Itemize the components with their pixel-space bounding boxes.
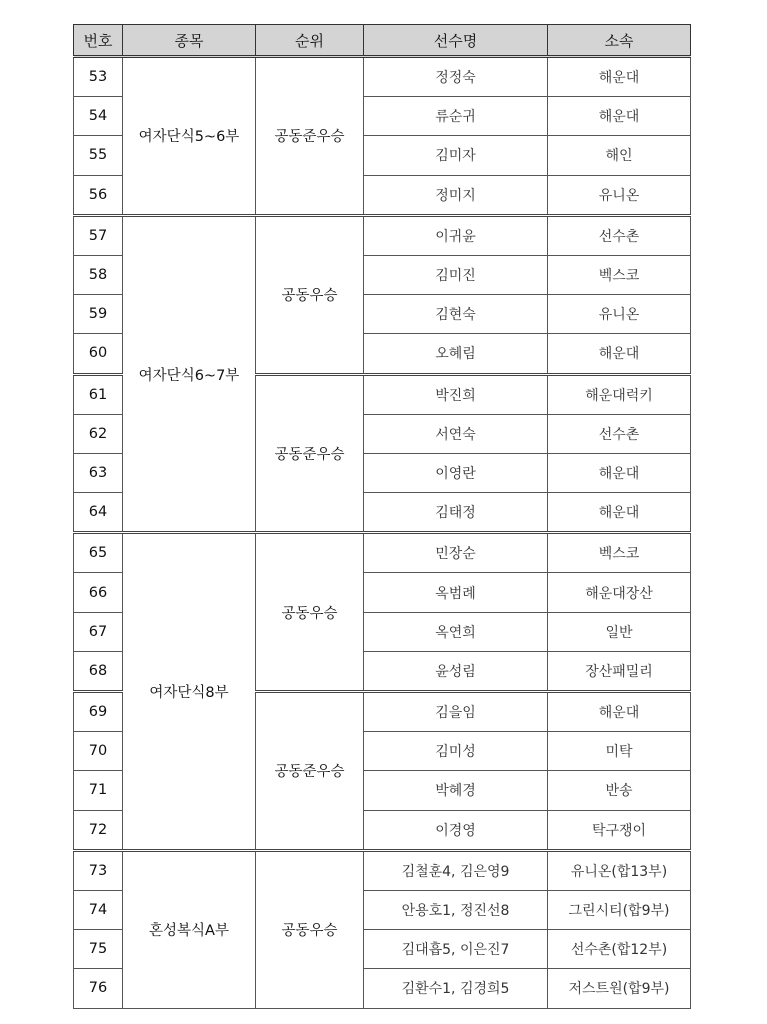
player-team: 해운대럭키 <box>548 374 691 414</box>
results-table <box>73 24 691 1009</box>
row-number: 56 <box>74 175 123 215</box>
player-name: 정미지 <box>364 175 548 215</box>
table-row <box>74 533 691 573</box>
rank-cell: 공동우승 <box>256 850 364 1008</box>
row-number: 68 <box>74 651 123 691</box>
player-team: 반송 <box>548 771 691 810</box>
player-name: 류순귀 <box>364 97 548 136</box>
player-team: 유니온 <box>548 295 691 334</box>
player-team: 유니온(합13부) <box>548 850 691 890</box>
row-number: 70 <box>74 732 123 771</box>
row-number: 54 <box>74 97 123 136</box>
header-team: 소속 <box>548 25 691 57</box>
player-name: 김환수1, 김경희5 <box>364 969 548 1008</box>
row-number: 63 <box>74 453 123 492</box>
player-team: 선수촌 <box>548 414 691 453</box>
player-name: 서연숙 <box>364 414 548 453</box>
rank-cell: 공동준우승 <box>256 57 364 216</box>
player-name: 김대흡5, 이은진7 <box>364 930 548 969</box>
player-team: 선수촌(합12부) <box>548 930 691 969</box>
player-team: 탁구쟁이 <box>548 810 691 850</box>
row-number: 62 <box>74 414 123 453</box>
row-number: 74 <box>74 890 123 929</box>
rank-cell: 공동우승 <box>256 215 364 374</box>
row-number: 73 <box>74 850 123 890</box>
table-row <box>74 215 691 255</box>
row-number: 55 <box>74 136 123 175</box>
header-player: 선수명 <box>364 25 548 57</box>
player-name: 김미자 <box>364 136 548 175</box>
row-number: 61 <box>74 374 123 414</box>
player-name: 김을임 <box>364 692 548 732</box>
player-team: 해운대 <box>548 97 691 136</box>
player-name: 김미성 <box>364 732 548 771</box>
player-name: 민장순 <box>364 533 548 573</box>
row-number: 71 <box>74 771 123 810</box>
player-team: 미탁 <box>548 732 691 771</box>
player-team: 선수촌 <box>548 215 691 255</box>
player-name: 정정숙 <box>364 57 548 97</box>
player-name: 안용호1, 정진선8 <box>364 890 548 929</box>
player-team: 그린시티(합9부) <box>548 890 691 929</box>
player-team: 벡스코 <box>548 255 691 294</box>
rank-cell: 공동우승 <box>256 533 364 692</box>
player-team: 저스트원(합9부) <box>548 969 691 1008</box>
player-name: 옥범례 <box>364 573 548 612</box>
player-team: 해운대 <box>548 692 691 732</box>
player-name: 김철훈4, 김은영9 <box>364 850 548 890</box>
player-name: 옥연희 <box>364 612 548 651</box>
rank-cell: 공동준우승 <box>256 374 364 533</box>
row-number: 60 <box>74 334 123 374</box>
player-name: 이영란 <box>364 453 548 492</box>
player-name: 김태정 <box>364 493 548 533</box>
row-number: 65 <box>74 533 123 573</box>
row-number: 75 <box>74 930 123 969</box>
row-number: 67 <box>74 612 123 651</box>
player-name: 오혜림 <box>364 334 548 374</box>
table-row <box>74 57 691 97</box>
player-team: 유니온 <box>548 175 691 215</box>
header-rank: 순위 <box>256 25 364 57</box>
event-cell: 여자단식6~7부 <box>123 215 256 533</box>
row-number: 59 <box>74 295 123 334</box>
header-event: 종목 <box>123 25 256 57</box>
results-body <box>74 57 691 1009</box>
event-cell: 혼성복식A부 <box>123 850 256 1008</box>
rank-cell: 공동준우승 <box>256 692 364 851</box>
player-team: 해운대 <box>548 453 691 492</box>
row-number: 66 <box>74 573 123 612</box>
header-no: 번호 <box>74 25 123 57</box>
player-name: 김현숙 <box>364 295 548 334</box>
row-number: 76 <box>74 969 123 1008</box>
player-name: 박진희 <box>364 374 548 414</box>
table-row <box>74 850 691 890</box>
row-number: 64 <box>74 493 123 533</box>
player-team: 해운대 <box>548 334 691 374</box>
row-number: 72 <box>74 810 123 850</box>
event-cell: 여자단식5~6부 <box>123 57 256 216</box>
row-number: 58 <box>74 255 123 294</box>
event-cell: 여자단식8부 <box>123 533 256 851</box>
player-team: 해인 <box>548 136 691 175</box>
player-team: 해운대 <box>548 57 691 97</box>
header-row <box>74 25 691 57</box>
player-name: 이귀윤 <box>364 215 548 255</box>
row-number: 53 <box>74 57 123 97</box>
player-team: 일반 <box>548 612 691 651</box>
player-name: 박혜경 <box>364 771 548 810</box>
player-team: 장산패밀리 <box>548 651 691 691</box>
player-team: 해운대장산 <box>548 573 691 612</box>
player-name: 이경영 <box>364 810 548 850</box>
player-name: 김미진 <box>364 255 548 294</box>
player-name: 윤성림 <box>364 651 548 691</box>
player-team: 해운대 <box>548 493 691 533</box>
row-number: 57 <box>74 215 123 255</box>
row-number: 69 <box>74 692 123 732</box>
player-team: 벡스코 <box>548 533 691 573</box>
